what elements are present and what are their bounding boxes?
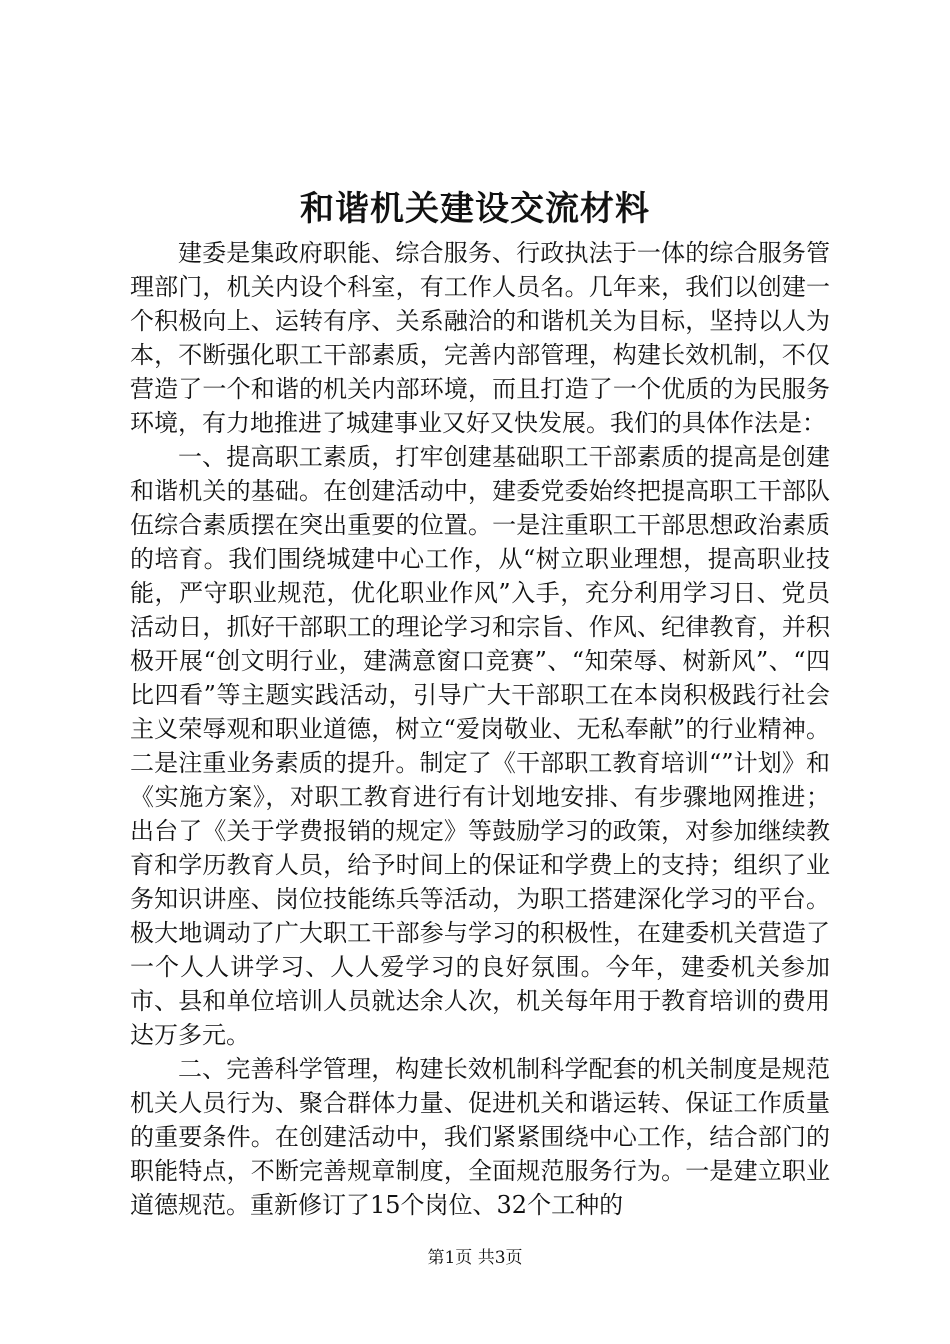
paragraph-section-two: 二、完善科学管理，构建长效机制科学配套的机关制度是规范机关人员行为、聚合群体力量、促进机关和谐运转、保证工作质量的重要条件。在创建活动中，我们紧紧围绕中心工作，结合部门的职能特点，不断完善规章制度，全面规范服务行为。一是建立职业道德规范。重新修订了15个岗位、32个工种的	[130, 1055, 830, 1219]
paragraph-intro: 建委是集政府职能、综合服务、行政执法于一体的综合服务管理部门，机关内设个科室，有工作人员名。几年来，我们以创建一个积极向上、运转有序、关系融洽的和谐机关为目标，坚持以人为本，不断强化职工干部素质，完善内部管理，构建长效机制，不仅营造了一个和谐的机关内部环境，而且打造了一个优质的为民服务环境，有力地推进了城建事业又好又快发展。我们的具体作法是：	[130, 239, 830, 437]
paragraph-section-one: 一、提高职工素质，打牢创建基础职工干部素质的提高是创建和谐机关的基础。在创建活动中，建委党委始终把提高职工干部队伍综合素质摆在突出重要的位置。一是注重职工干部思想政治素质的培育。我们围绕城建中心工作，从“树立职业理想，提高职业技能，严守职业规范，优化职业作风”入手，充分利用学习日、党员活动日，抓好干部职工的理论学习和宗旨、作风、纪律教育，并积极开展“创文明行业，建满意窗口竞赛”、“知荣辱、树新风”、“四比四看”等主题实践活动，引导广大干部职工在本岗积极践行社会主义荣辱观和职业道德，树立“爱岗敬业、无私奉献”的行业精神。二是注重业务素质的提升。制定了《干部职工教育培训“”计划》和《实施方案》，对职工教育进行有计划地安排、有步骤地网推进；出台了《关于学费报销的规定》等鼓励学习的政策，对参加继续教育和学历教育人员，给予时间上的保证和学费上的支持；组织了业务知识讲座、岗位技能练兵等活动，为职工搭建深化学习的平台。极大地调动了广大职工干部参与学习的积极性，在建委机关营造了一个人人讲学习、人人爱学习的良好氛围。今年，建委机关参加市、县和单位培训人员就达余人次，机关每年用于教育培训的费用达万多元。	[130, 443, 830, 1049]
document-title: 和谐机关建设交流材料	[300, 189, 650, 229]
page-footer: 第1页 共3页	[427, 1248, 523, 1268]
document-body	[130, 236, 830, 1222]
